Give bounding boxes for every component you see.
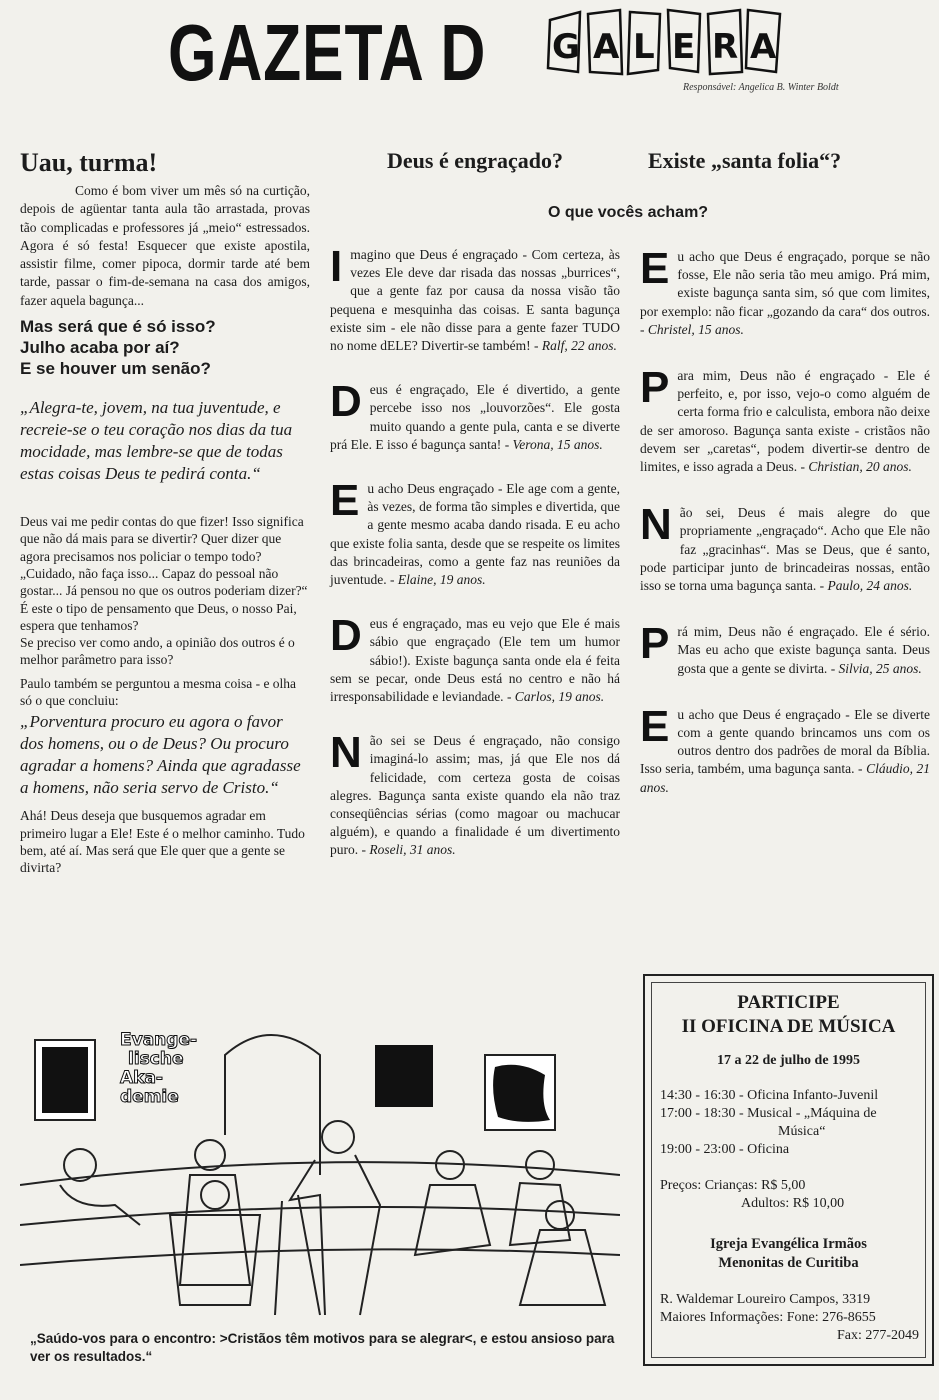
fax: Fax: 277-2049 [836, 1328, 919, 1343]
church-name-2: Menonitas de Curitiba [718, 1255, 859, 1271]
testimony-entry [330, 476, 620, 589]
testimony-text: ão sei se Deus é engraçado, não consigo imaginá-lo assim; mas, já que Ele nos dá felicidade, com certeza gosta de coisas alegres. Bagunça santa existe quando ela não traz conseqüências sérias (como magoar ou machucar alguém), e quando a finalidade é um divertimento puro. - [330, 733, 620, 858]
schedule-line: 17:00 - 18:30 - Musical - „Máquina de [660, 1106, 877, 1121]
logo-letter: L [633, 27, 655, 67]
column-deus-engracado [330, 148, 620, 886]
address: R. Waldemar Loureiro Campos, 3319 [660, 1292, 871, 1307]
logo-letter: R [712, 27, 739, 67]
testimony-text: ão sei, Deus é mais alegre do que propriamente „engraçado“. Acho que Ele não faz „gracinhas“. Mas se Deus, que é santo, pode participar junto de brincadeiras nossas, então isso se torna uma bagunça santa. [640, 505, 930, 594]
drop-cap: I [330, 242, 343, 291]
testimony-text: u acho que Deus é engraçado - Ele se diverte com a gente quando brincamos uns com os outros dentro dos padrões de moral da Bíblia. Isso seria, também, uma bagunça santa. [640, 706, 930, 777]
event-date: 17 a 22 de julho de 1995 [716, 1053, 861, 1068]
drop-cap: N [330, 728, 362, 778]
column-editorial [20, 148, 310, 877]
question-2: Julho acaba por aí? [20, 338, 180, 358]
drop-cap: P [640, 363, 670, 413]
info-phone: Maiores Informações: Fone: 276-8655 [660, 1310, 876, 1325]
editorial-intro: Como é bom viver um mês só na curtição, depois de agüentar tanta aula tão arrastada, provas tão complicadas e professores já „meio“ estressados. Agora é só festa! Esquecer que existe apostila, assistir filme, comer pipoca, dormir tarde até bem tarde, passar o fim-de-semana na casa dos amigos, fazer aquela bagunça... [20, 183, 310, 308]
drop-cap: D [330, 377, 362, 427]
event-schedule [660, 1087, 925, 1213]
event-contact [660, 1291, 925, 1345]
cartoon-sign-line: lische [128, 1049, 184, 1069]
testimony-author: - Cláudio, 21 anos. [640, 761, 930, 795]
logo-letter: A [750, 27, 777, 67]
paragraph-2: „Cuidado, não faça isso... Capaz do pessoal não gostar... Já pensou no que os outros poderiam dizer?“ [20, 565, 308, 599]
prices-adults: Adultos: R$ 10,00 [741, 1196, 845, 1211]
testimony-entry [640, 363, 930, 476]
testimony-entry [330, 377, 620, 454]
galera-logo [540, 2, 790, 82]
testimony-text: rá mim, Deus não é engraçado. Ele é sério. Mas eu acho que existe bagunça santa. Deus gosta que a gente se divirta. [677, 624, 930, 676]
testimony-text: eus é engraçado, Ele é divertido, a gente percebe isso nos „louvorzões“. Ele gosta muito quando a gente pula, canta e se diverte prá Ele. E isso é bagunça santa! [330, 382, 620, 452]
drop-cap: E [640, 701, 670, 751]
column-santa-folia [640, 148, 930, 825]
testimony-entry [640, 619, 930, 678]
col2-title: Deus é engraçado? [387, 148, 563, 173]
editorial-title: Uau, turma! [20, 148, 158, 177]
logo-letter: G [552, 27, 580, 67]
testimony-author: - Elaine, 19 anos. [390, 572, 486, 588]
testimony-author: - Silvia, 25 anos. [830, 660, 922, 676]
cartoon-sign-line: Evange- [120, 1030, 198, 1050]
paragraph-4: Se preciso ver como ando, a opinião dos outros é o melhor parâmetro para isso? [20, 635, 295, 668]
bible-quote-1: „Alegra-te, jovem, na tua juventude, e recreie-se o teu coração nos dias da tua mocidade, mas lembre-se que de todas estas coisas Deus te pedirá conta.“ [20, 398, 293, 484]
bible-quote-2: „Porventura procuro eu agora o favor dos homens, ou o de Deus? Ou procuro agradar a homens? Ainda que agradasse a homens, não seria servo de Cristo.“ [20, 712, 301, 798]
testimony-entry [330, 242, 620, 355]
cartoon-sign-line: Aka- [120, 1068, 163, 1088]
schedule-line: Música“ [778, 1124, 826, 1139]
logo-letter: A [593, 27, 620, 67]
logo-letter: E [672, 27, 696, 67]
testimony-author: - Ralf, 22 anos. [534, 338, 617, 354]
cartoon-caption: „Saúdo-vos para o encontro: >Cristãos têm motivos para se alegrar<, e estou ansioso para ver os resultados.“ [30, 1331, 615, 1364]
drop-cap: E [330, 476, 360, 526]
testimony-author: - Carlos, 19 anos. [506, 689, 605, 705]
testimony-author: Christel, 15 anos. [647, 321, 744, 337]
cartoon-illustration [20, 1025, 620, 1325]
cartoon-sign-line: demie [120, 1087, 179, 1107]
responsavel: Responsável: Angelica B. Winter Boldt [683, 82, 839, 93]
testimony-author: Christian, 20 anos. [808, 459, 912, 475]
drop-cap: D [330, 611, 362, 661]
paragraph-1: Deus vai me pedir contas do que fizer! Isso significa que não dá mais para se divertir? Quer dizer que agora precisamos nos policiar o tempo todo? [20, 514, 304, 564]
testimony-author: - Paulo, 24 anos. [819, 578, 913, 594]
testimony-entry [640, 244, 930, 339]
drop-cap: P [640, 619, 670, 669]
testimony-entry [330, 611, 620, 706]
event-title-1: PARTICIPE [737, 992, 840, 1013]
paragraph-5: Paulo também se perguntou a mesma coisa - e olha só o que concluiu: [20, 675, 297, 709]
testimony-author: - Verona, 15 anos. [504, 436, 603, 452]
testimony-entry [330, 728, 620, 859]
sub-question: O que vocês acham? [548, 204, 709, 221]
event-title-2: II OFICINA DE MÚSICA [681, 1016, 896, 1037]
testimony-entry [640, 701, 930, 797]
schedule-line: 19:00 - 23:00 - Oficina [660, 1142, 790, 1157]
testimony-text: magino que Deus é engraçado - Com certeza, às vezes Ele deve dar risada das nossas „burrices“, que a gente faz por causa da nossa visão tão pequena e mesquinha das coisas. E santa bagunça existe sim - ele não disse para a gente fazer TUDO no nome dELE? Divertir-se também! [330, 247, 620, 354]
testimony-entry [640, 500, 930, 595]
testimony-author: Roseli, 31 anos. [369, 842, 456, 858]
masthead-title: GAZETA D [168, 8, 487, 97]
paragraph-6: Ahá! Deus deseja que busquemos agradar em primeiro lugar a Ele! Este é o melhor caminho. Tudo bem, até aí. Mas será que Ele quer que a gente se divirta? [20, 808, 305, 876]
question-1: Mas será que é só isso? [20, 317, 216, 337]
col3-title: Existe „santa folia“? [648, 148, 842, 173]
testimony-text: ara mim, Deus não é engraçado - Ele é perfeito, e, por isso, vejo-o como alguém de certa forma frio e calculista, embora não deixe de ser amoroso. Bagunça santa existe - cristãos não devem ser „caretas“, podem divertir-se dentro de limites, e isso agrada a Deus. - [640, 368, 930, 475]
testimony-text: u acho que Deus é engraçado, porque se não fosse, Ele não seria tão meu amigo. Prá mim, existe bagunça santa sim, só que com limites, por exemplo: não ficar „gozando da cara“ dos outros. - [640, 249, 930, 337]
schedule-line: 14:30 - 16:30 - Oficina Infanto-Juvenil [660, 1088, 879, 1103]
testimony-text: u acho Deus engraçado - Ele age com a gente, às vezes, de forma tão simples e divertida, que a gente mesmo acaba dando risada. E eu acho que existe folia santa, desde que se respeite os limites das brincadeiras, como a gente faz nas reuniões da juventude. [330, 481, 620, 588]
testimony-text: eus é engraçado, mas eu vejo que Ele é mais sábio que engraçado (Ele tem um humor sábio!). Existe bagunça santa onde ela é feita sem se pecar, onde Deus está no centro e não há irresponsabilidade e leviandade. [330, 616, 620, 705]
question-3: E se houver um senão? [20, 359, 211, 379]
prices-children: Preços: Crianças: R$ 5,00 [660, 1178, 806, 1193]
event-box [643, 974, 934, 1366]
drop-cap: E [640, 244, 670, 293]
paragraph-3: É este o tipo de pensamento que Deus, o nosso Pai, espera que tenhamos? [20, 600, 297, 633]
drop-cap: N [640, 500, 672, 550]
church-name-1: Igreja Evangélica Irmãos [710, 1236, 867, 1252]
